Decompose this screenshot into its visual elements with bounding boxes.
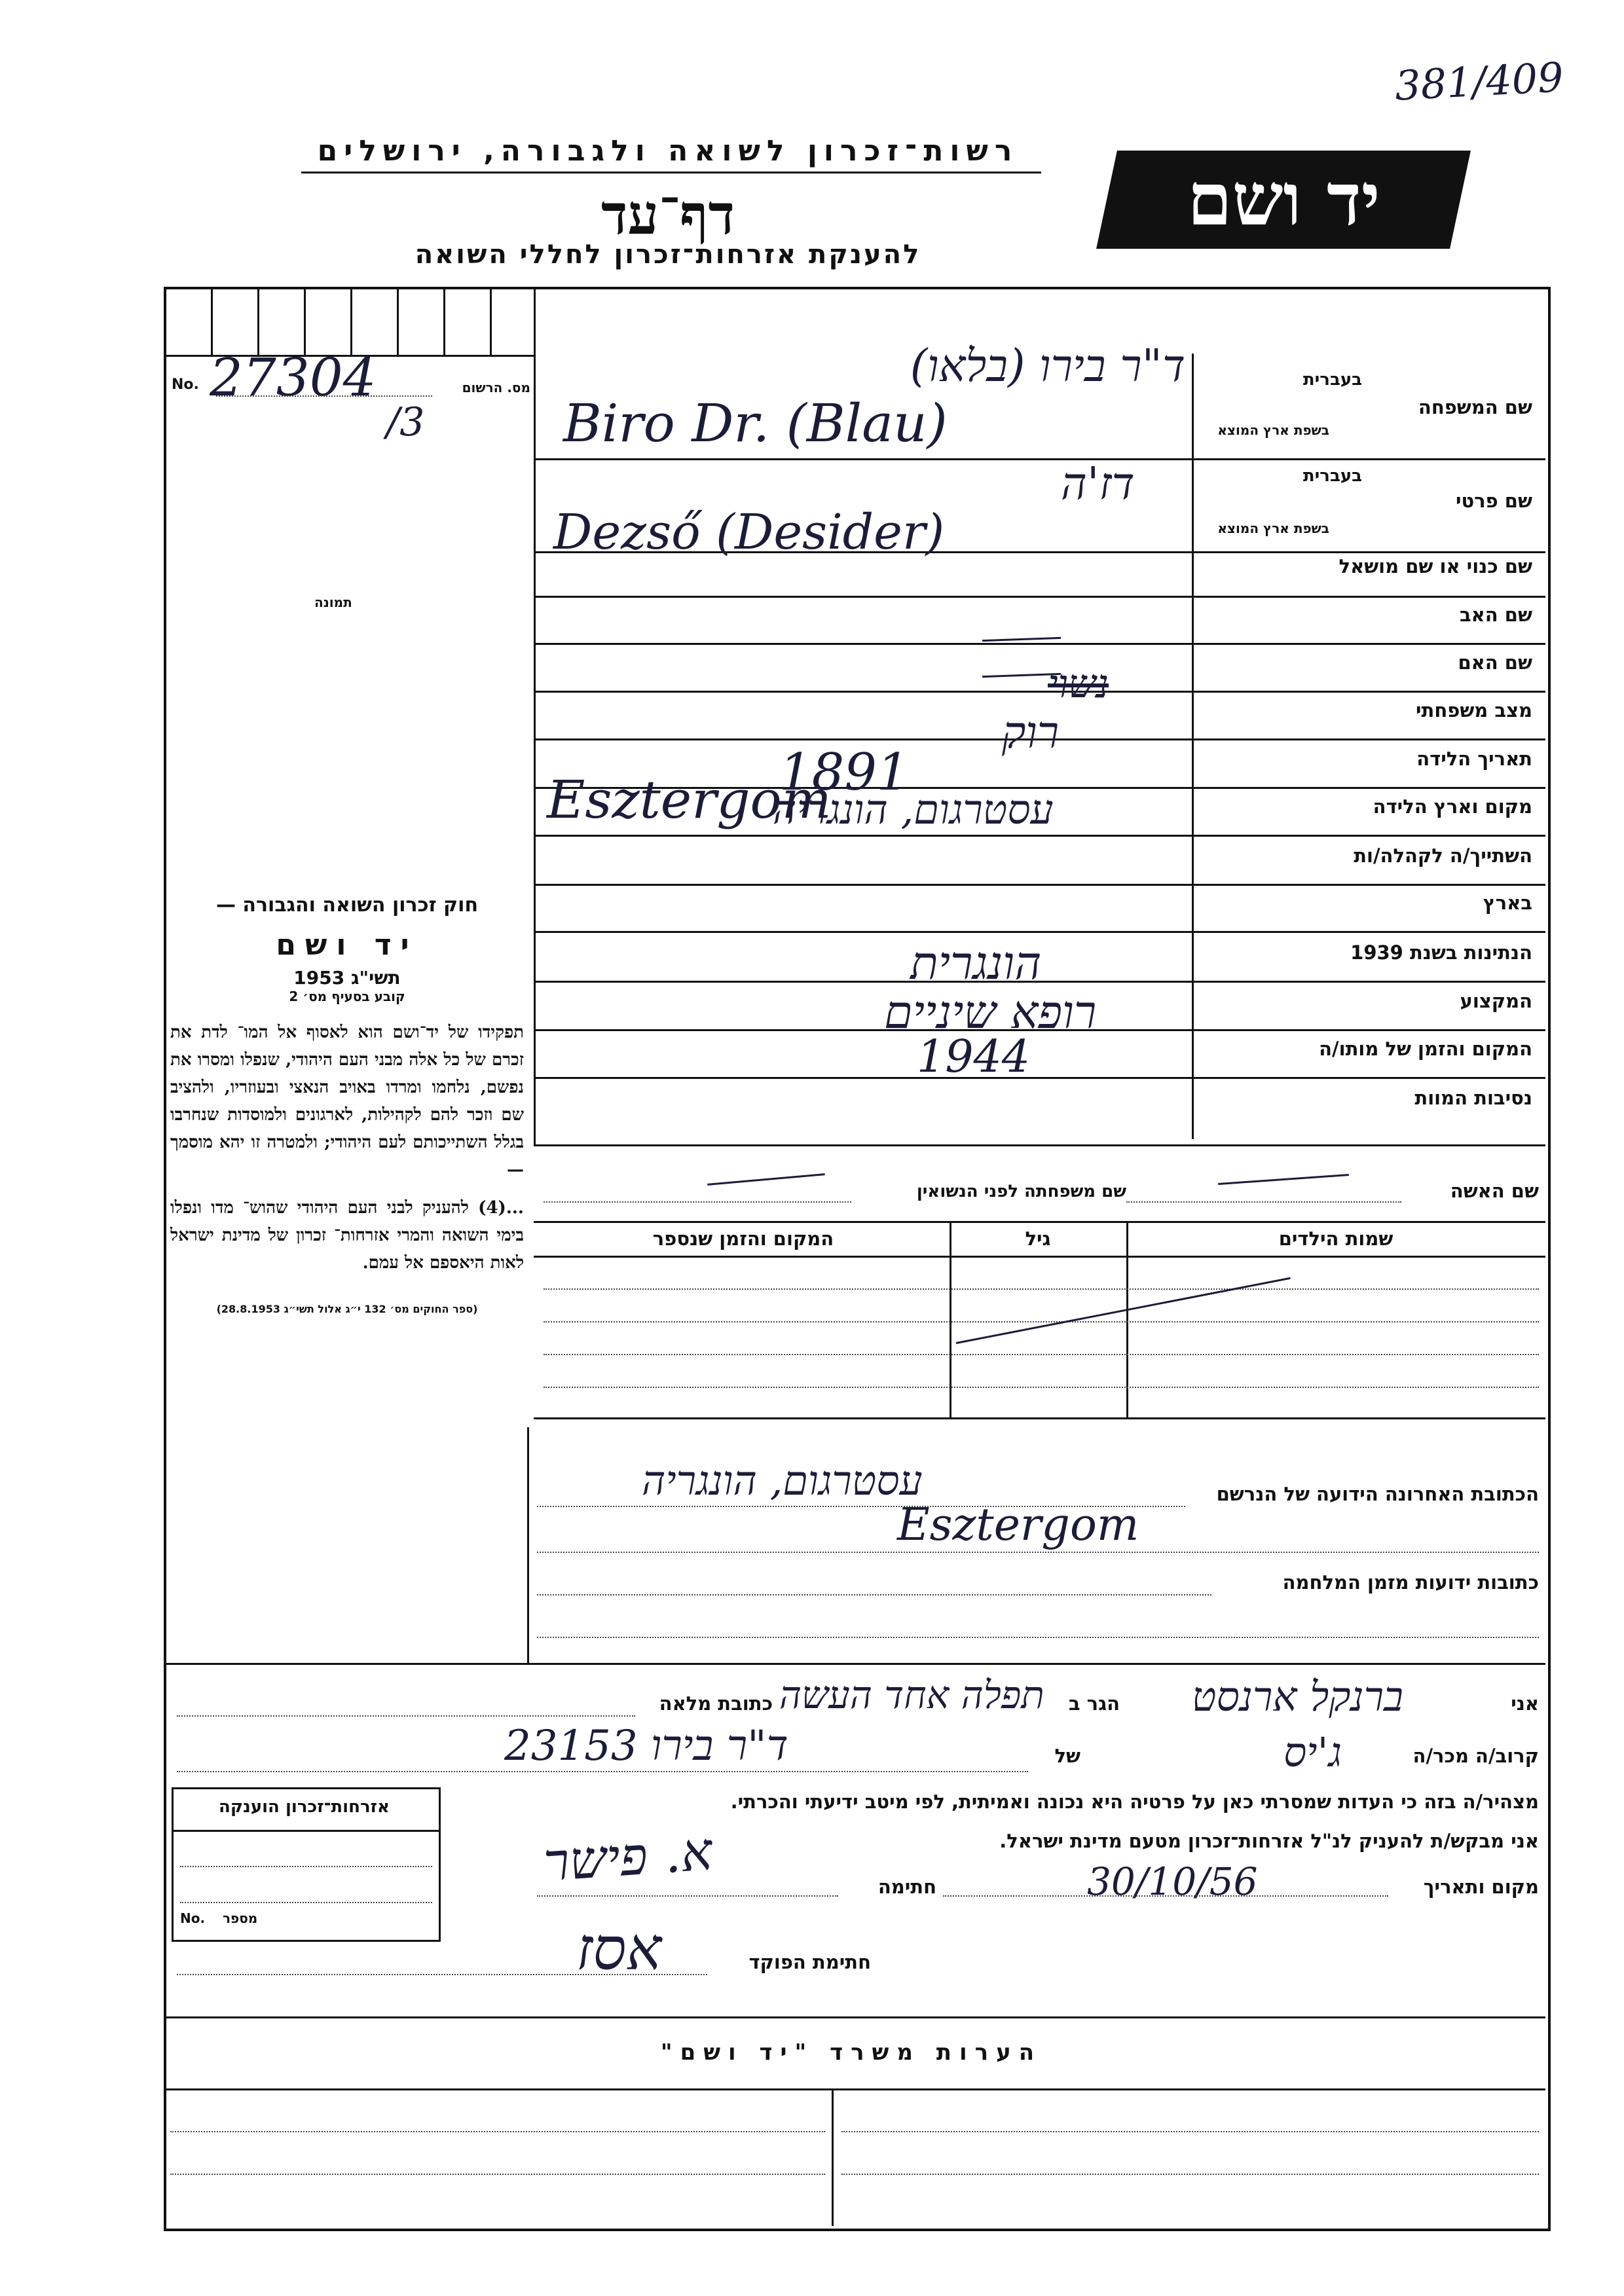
birth-place-latin: Esztergom — [547, 769, 832, 830]
citizenship-box-line-2 — [180, 1902, 432, 1903]
children-row-2 — [544, 1321, 1539, 1322]
law-name: יד ושם — [276, 928, 418, 962]
law-clause: קובע בסעיף מס׳ 2 — [289, 989, 405, 1004]
row-line-13 — [534, 1077, 1545, 1079]
law-box — [170, 894, 524, 1315]
children-table-bottom — [534, 1417, 1545, 1419]
label-community: השתייך/ה לקהלה/ות — [1354, 845, 1532, 867]
label-profession: המקצוע — [1460, 990, 1532, 1012]
row-line-4 — [534, 643, 1545, 645]
last-address-hebrew: עסטרגום, הונגריה — [642, 1457, 923, 1504]
notes-divider — [832, 2088, 834, 2226]
row-line-3 — [534, 596, 1545, 598]
label-first-origin: בשפת ארץ המוצא — [1217, 520, 1329, 536]
place-date-value: 30/10/56 — [1087, 1859, 1258, 1904]
label-wartime-addresses: כתובות ידועות מזמן המלחמה — [1282, 1571, 1539, 1594]
family-name-hebrew-text: בירו (בלאו) — [910, 340, 1106, 392]
registration-number: 27304 — [210, 347, 377, 408]
label-family-origin: בשפת ארץ המוצא — [1217, 422, 1329, 438]
label-citizenship: הנתינות בשנת 1939 — [1350, 941, 1532, 964]
left-column-divider-lower — [527, 1427, 529, 1663]
first-name-hebrew: דז'ה — [1061, 458, 1135, 510]
row-line-8 — [534, 835, 1545, 837]
law-title: חוק זכרון השואה והגבורה — — [215, 894, 479, 917]
notes-top-line — [166, 2016, 1545, 2018]
children-table-top — [534, 1221, 1545, 1223]
label-in-country: בארץ — [1483, 892, 1532, 914]
row-line-5 — [534, 691, 1545, 693]
family-name-hebrew — [688, 340, 1185, 392]
form-title: דף־עד — [600, 182, 735, 247]
notes-line-2 — [170, 2174, 825, 2175]
birth-place-hebrew: עסטרגום, הונגריה — [773, 786, 1054, 833]
label-wife: שם האשה — [1450, 1180, 1539, 1202]
label-death-place-time: המקום והזמן של מותו/ה — [1319, 1038, 1532, 1060]
label-nickname: שם כנוי או שם מושאל — [1338, 555, 1532, 577]
yad-vashem-logo — [1096, 151, 1471, 249]
archive-number: 381/409 — [1393, 53, 1565, 110]
registration-no-label: No. — [172, 376, 199, 393]
label-age: גיל — [1025, 1228, 1051, 1250]
citizenship-box-divider — [172, 1830, 439, 1832]
statement-2: אני מבקש/ת להעניק לנ"ל אזרחות־זכרון מטעם מדינת ישראל. — [999, 1830, 1539, 1852]
label-family-name: שם המשפחה — [1418, 396, 1532, 418]
law-citation: (ספר החוקים מס׳ 132 י״ג אלול תשי״ג 28.8.1953) — [216, 1303, 478, 1315]
profession-value: רופא שיניים — [884, 985, 1097, 1039]
label-official-signature: חתימת הפוקד — [748, 1951, 871, 1973]
last-address-line-2 — [537, 1552, 1539, 1553]
declarant-name: ברנקל ארנסט — [1192, 1673, 1403, 1721]
law-year: תשי"ג 1953 — [293, 967, 401, 989]
left-column-divider — [534, 287, 536, 1144]
label-maiden: שם משפחתה לפני הנשואין — [916, 1182, 1126, 1201]
notes-line-1 — [170, 2131, 825, 2132]
wife-line — [1126, 1201, 1401, 1203]
address-section-bottom — [166, 1663, 1545, 1665]
signature-line — [537, 1895, 838, 1897]
label-last-address: הכתובת האחרונה הידועה של הנרשם — [1216, 1483, 1539, 1505]
label-children-names: שמות הילדים — [1278, 1228, 1393, 1250]
official-signature-line — [177, 1974, 707, 1975]
children-row-3 — [544, 1354, 1539, 1355]
relation-line — [177, 1771, 1028, 1772]
children-row-4 — [544, 1387, 1539, 1388]
notes-line-4 — [841, 2174, 1539, 2175]
maiden-line — [544, 1201, 851, 1203]
citizenship-box-number-label: מספר — [223, 1910, 258, 1926]
label-resides: הגר ב — [1068, 1692, 1120, 1715]
row-line-10 — [534, 931, 1545, 933]
declarant-address: תפלה אחד העשה — [779, 1673, 1044, 1717]
row-line-1 — [534, 458, 1545, 460]
label-of: של — [1054, 1745, 1080, 1767]
death-year: 1944 — [917, 1031, 1031, 1083]
last-address-line-1 — [537, 1506, 1185, 1507]
registration-label: מס. הרשום — [462, 380, 530, 395]
official-signature: אסז — [576, 1915, 662, 1984]
label-place-date: מקום ותאריך — [1423, 1876, 1539, 1898]
label-birth-place: מקום וארץ הלידה — [1373, 795, 1532, 818]
labels-column-divider — [1192, 354, 1194, 1139]
statement-1: מצהיר/ה בזה כי העדות שמסרתי כאן על פרטיה היא נכונה ואמיתית, לפי מיטב ידיעתי והכרתי. — [730, 1791, 1539, 1813]
label-birth-date: תאריך הלידה — [1416, 748, 1532, 770]
registration-line — [216, 395, 432, 397]
label-full-address: כתובת מלאה — [659, 1692, 773, 1715]
law-clause4: ...(4) להעניק לבני העם היהודי שהוש־ מדו ונפלו בימי השואה והמרי אזרחות־ זכרון של מדינת ישראל לאות היאספם אל עמם. — [170, 1198, 524, 1273]
row-line-9 — [534, 884, 1545, 886]
label-i: אני — [1511, 1692, 1539, 1715]
label-first-name: שם פרטי — [1455, 490, 1532, 512]
family-name-latin: Biro Dr. (Blau) — [563, 393, 948, 454]
children-row-1 — [544, 1288, 1539, 1290]
logo-text: יד ושם — [1187, 157, 1380, 242]
label-marital: מצב משפחתי — [1415, 699, 1532, 721]
label-death-circumstances: נסיבות המוות — [1414, 1087, 1532, 1109]
office-notes-title: הערות משרד "יד ושם" — [660, 2039, 1043, 2066]
children-col-2 — [950, 1221, 951, 1417]
label-signature: חתימה — [877, 1876, 936, 1898]
last-address-latin: Esztergom — [897, 1499, 1139, 1551]
wife-top-line — [534, 1144, 1545, 1146]
authority-underline — [301, 172, 1041, 173]
place-date-line — [943, 1895, 1388, 1897]
children-header-line — [534, 1256, 1545, 1258]
label-children-death: המקום והזמן שנספר — [652, 1228, 834, 1250]
marital-struck: נשוי — [1048, 661, 1109, 707]
birth-year: 1891 — [779, 743, 910, 802]
wartime-line-1 — [537, 1594, 1211, 1595]
photo-label: תמונה — [314, 594, 352, 610]
form-subtitle: להענקת אזרחות־זכרון לחללי השואה — [415, 240, 921, 270]
marital-value: רוק — [1002, 707, 1060, 759]
authority-line: רשות־זכרון לשואה ולגבורה, ירושלים — [317, 134, 1019, 168]
citizenship-box-line-1 — [180, 1866, 432, 1867]
citizenship-box-title: אזרחות־זכרון הוענקה — [219, 1797, 390, 1817]
first-name-latin: Dezső (Desider) — [553, 504, 945, 560]
relation-value: ג'יס — [1283, 1728, 1342, 1776]
children-col-1 — [1126, 1221, 1128, 1417]
notes-header-line — [166, 2088, 1545, 2090]
photo-tab-strip — [166, 289, 534, 355]
registration-suffix: /3 — [386, 399, 425, 445]
wartime-line-2 — [537, 1637, 1539, 1638]
declarant-line — [177, 1715, 635, 1717]
law-body: תפקידו של יד־ושם הוא לאסוף אל המו־ לדת את זכרם של כל אלה מבני העם היהודי, שנפלו ומסרו את נפשם, נלחמו ומרדו באויב הנאצי ובעוזריו, ולהציב שם וזכר להם לקהילות, לארגונים ולמוסדות שנחרבו בגלל השתייכותם לעם היהודי; ולמטרה זו יהא מוסמך — — [170, 1023, 524, 1180]
label-first-hebrew: בעברית — [1302, 466, 1362, 486]
of-value: ד"ר בירו 23153 — [504, 1722, 788, 1770]
citizenship-value: הונגרית — [910, 936, 1042, 990]
label-mother: שם האם — [1458, 651, 1532, 674]
citizenship-box-no: No. — [180, 1910, 206, 1926]
declarant-signature: א. פישר — [542, 1821, 714, 1893]
label-family-hebrew: בעברית — [1302, 370, 1362, 390]
label-relation: קרוב/ה מכר/ה — [1412, 1745, 1539, 1767]
family-name-prefix: ד"ר — [1120, 340, 1185, 392]
notes-line-3 — [841, 2131, 1539, 2132]
label-father: שם האב — [1459, 604, 1532, 626]
